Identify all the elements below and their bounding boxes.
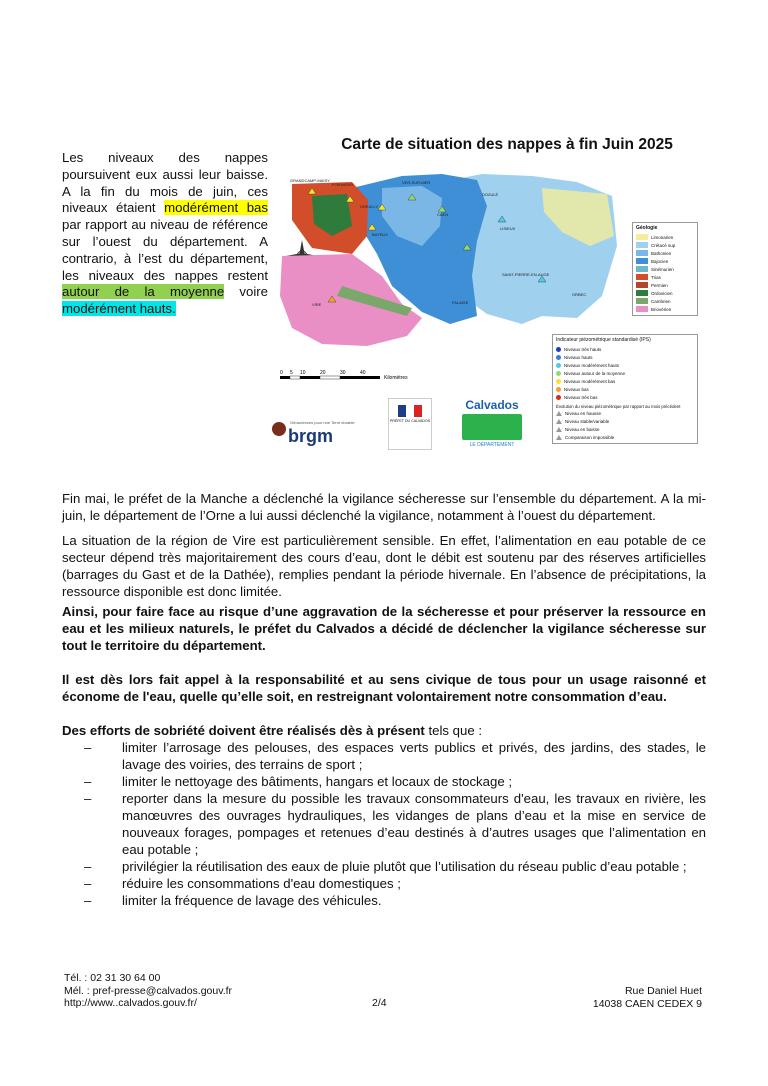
state-logo bbox=[388, 398, 432, 450]
footer-city: 14038 CAEN CEDEX 9 bbox=[592, 997, 702, 1010]
scale-unit: Kilomètres bbox=[384, 375, 408, 381]
state-logo-text: PRÉFET DU CALVADOS bbox=[389, 419, 431, 423]
calvados-wordmark: Calvados bbox=[465, 398, 519, 412]
legend-label: Permien bbox=[651, 282, 668, 288]
legend-label: Trias bbox=[651, 274, 661, 280]
legend-label: Ordovicien bbox=[651, 290, 673, 296]
legend-item bbox=[556, 417, 694, 425]
legend-label: Limonarien bbox=[651, 234, 674, 240]
calvados-emblem-icon bbox=[462, 414, 522, 440]
ips-legend bbox=[552, 334, 698, 444]
place-label: ORBEC bbox=[572, 292, 587, 297]
list-item: – privilégier la réutilisation des eaux de pluie plutôt que l’utilisation du réseau public d’eau potable ; bbox=[92, 858, 706, 875]
legend-symbol-icon bbox=[556, 379, 561, 384]
legend-symbol-icon bbox=[556, 347, 561, 352]
calvados-logo bbox=[458, 398, 526, 450]
legend-swatch bbox=[636, 242, 648, 248]
legend-label: Comparaison impossible bbox=[565, 434, 615, 440]
legend-swatch bbox=[636, 306, 648, 312]
highlight-moderately-high: modérément hauts. bbox=[62, 301, 176, 317]
legend-item bbox=[636, 265, 694, 273]
legend-item bbox=[556, 393, 694, 401]
place-label: GRANDCAMP-MAISY bbox=[290, 178, 330, 183]
place-label: VIRE bbox=[312, 302, 322, 307]
scale-tick-10: 10 bbox=[300, 370, 306, 376]
marianne-icon bbox=[398, 405, 422, 417]
calvados-subtitle: LE DÉPARTEMENT bbox=[469, 442, 515, 448]
legend-label: Niveaux très bas bbox=[564, 394, 598, 400]
legend-item bbox=[636, 273, 694, 281]
legend-label: Niveaux bas bbox=[564, 386, 589, 392]
list-item: – réduire les consommations d'eau domestiques ; bbox=[92, 875, 706, 892]
list-item: – limiter le nettoyage des bâtiments, hangars et locaux de stockage ; bbox=[92, 773, 706, 790]
legend-label: Niveaux modérément hauts bbox=[564, 362, 620, 368]
brgm-tagline: Géosciences pour une Terre durable bbox=[290, 420, 355, 425]
paragraph-vire: La situation de la région de Vire est particulièrement sensible. En effet, l’alimentation en eau potable de ce secteur dépend très majoritairement des cours d’eau, dont le débit est soutenu par des réserves artificielles (barrages du Gast et de la Dathée), remplies pendant la période hivernale. En l’absence de précipitations, la ressource disponible est donc limitée. bbox=[62, 533, 706, 599]
legend-label: Niveau en hausse bbox=[565, 410, 602, 416]
legend-symbol-icon bbox=[556, 363, 561, 368]
legend-label: Niveau stable/variable bbox=[565, 418, 610, 424]
geology-legend-title: Géologie bbox=[636, 225, 658, 231]
legend-symbol-icon bbox=[556, 411, 562, 416]
efforts-rest: tels que : bbox=[424, 723, 482, 738]
paragraph-efforts bbox=[62, 722, 706, 739]
legend-symbol-icon bbox=[556, 427, 562, 432]
scale-bar bbox=[280, 370, 408, 381]
place-label: BAYEUX bbox=[372, 232, 388, 237]
legend-item bbox=[636, 257, 694, 265]
legend-item bbox=[636, 297, 694, 305]
scale-tick-30: 30 bbox=[340, 370, 346, 376]
legend-label: Sinémurien bbox=[651, 266, 674, 272]
legend-label: Briovérien bbox=[651, 306, 672, 312]
list-item: – limiter la fréquence de lavage des véhicules. bbox=[92, 892, 706, 909]
scale-tick-0: 0 bbox=[280, 370, 283, 376]
legend-item bbox=[556, 409, 694, 417]
efforts-bold: Des efforts de sobriété doivent être réalisés dès à présent bbox=[62, 723, 425, 738]
footer-email[interactable]: Mél. : pref-presse@calvados.gouv.fr bbox=[64, 984, 233, 997]
legend-label: Crétacé sup bbox=[651, 242, 676, 248]
legend-swatch bbox=[636, 250, 648, 256]
measures-list bbox=[92, 739, 706, 909]
legend-label: Bajocien bbox=[651, 258, 669, 264]
legend-item bbox=[636, 241, 694, 249]
place-label: VER-SUR-MER bbox=[402, 180, 431, 185]
legend-label: Niveaux hauts bbox=[564, 354, 593, 360]
legend-label: Niveaux très hauts bbox=[564, 346, 602, 352]
intro-text-2: par rapport au niveau de référence sur l’ouest du département. A contrario, à l’est du département, les niveaux des nappes restent bbox=[62, 217, 268, 283]
legend-symbol-icon bbox=[556, 435, 562, 440]
legend-item bbox=[636, 289, 694, 297]
footer-website-link[interactable]: http://www..calvados.gouv.fr/ bbox=[64, 997, 197, 1009]
list-item: – limiter l’arrosage des pelouses, des espaces verts publics et privés, des jardins, des stades, le lavage des voiries, des terrains de sport ; bbox=[92, 739, 706, 773]
legend-item bbox=[556, 433, 694, 441]
evolution-title: Évolution du niveau piézométrique par rapport au mois précédent bbox=[556, 404, 681, 409]
place-label: FALAISE bbox=[452, 300, 469, 305]
brgm-wordmark: brgm bbox=[288, 426, 333, 446]
map-title: Carte de situation des nappes à fin Juin 2025 bbox=[341, 136, 673, 153]
footer-address bbox=[593, 985, 702, 1010]
legend-symbol-icon bbox=[556, 387, 561, 392]
footer-tel: Tél. : 02 31 30 64 00 bbox=[64, 972, 161, 984]
intro-text-3: voire bbox=[224, 284, 268, 300]
intro-text-1: Les niveaux des nappes poursuivent eux aussi leur baisse. A la fin du mois de juin, ces niveaux étaient bbox=[62, 150, 268, 216]
legend-item bbox=[556, 385, 694, 393]
legend-item bbox=[556, 361, 694, 369]
brgm-logo bbox=[272, 418, 372, 458]
legend-swatch bbox=[636, 282, 648, 288]
place-label: FORMIGNY bbox=[332, 182, 354, 187]
legend-item bbox=[636, 249, 694, 257]
legend-swatch bbox=[636, 258, 648, 264]
legend-label: Niveau en baisse bbox=[565, 426, 600, 432]
legend-label: Niveaux autour de la moyenne bbox=[564, 370, 626, 376]
scale-tick-40: 40 bbox=[360, 370, 366, 376]
legend-swatch bbox=[636, 234, 648, 240]
footer-street: Rue Daniel Huet bbox=[624, 985, 702, 997]
place-label: LISIEUX bbox=[500, 226, 516, 231]
legend-item bbox=[636, 281, 694, 289]
brgm-icon bbox=[272, 422, 286, 436]
legend-item bbox=[556, 377, 694, 385]
legend-swatch bbox=[636, 298, 648, 304]
legend-label: Bathonien bbox=[651, 250, 672, 256]
legend-label: Cambrien bbox=[651, 298, 671, 304]
legend-label: Niveaux modérément bas bbox=[564, 378, 616, 384]
legend-item bbox=[636, 233, 694, 241]
body-text bbox=[62, 490, 706, 909]
groundwater-map bbox=[272, 136, 712, 484]
legend-symbol-icon bbox=[556, 419, 562, 424]
intro-paragraph bbox=[62, 150, 268, 318]
footer-contact bbox=[64, 972, 232, 1010]
legend-swatch bbox=[636, 274, 648, 280]
paragraph-vigilance-decision: Ainsi, pour faire face au risque d’une aggravation de la sécheresse et pour préserver la ressource en eau et les milieux naturels, le préfet du Calvados a décidé de déclencher la vigilance sécheresse sur tout le territoire du département. bbox=[62, 604, 706, 653]
legend-item bbox=[556, 369, 694, 377]
legend-item bbox=[556, 425, 694, 433]
legend-swatch bbox=[636, 290, 648, 296]
legend-symbol-icon bbox=[556, 371, 561, 376]
geology-legend bbox=[632, 222, 698, 316]
ips-legend-title: Indicateur piézométrique standardisé (IPS) bbox=[556, 337, 651, 343]
scale-tick-5: 5 bbox=[290, 370, 293, 376]
place-label: DOZULÉ bbox=[482, 192, 499, 197]
scale-tick-20: 20 bbox=[320, 370, 326, 376]
legend-item bbox=[556, 345, 694, 353]
page-number: 2/4 bbox=[372, 997, 387, 1009]
place-label: CREULLY bbox=[360, 204, 379, 209]
legend-swatch bbox=[636, 266, 648, 272]
place-label: CAEN bbox=[437, 212, 449, 217]
list-item: – reporter dans la mesure du possible les travaux consommateurs d'eau, les travaux en rivière, les manœuvres des ouvrages hydrauliques, les vidanges de plans d’eau et la mise en service de nouveaux forages, pompages et retenues d’eau destinés à d’autres usages que l’alimentation en eau potable ; bbox=[92, 790, 706, 858]
place-label: SAINT-PIERRE-EN-AUGE bbox=[502, 272, 550, 277]
legend-item bbox=[556, 353, 694, 361]
highlight-moderately-low: modérément bas bbox=[164, 200, 268, 216]
highlight-around-average: autour de la moyenne bbox=[62, 284, 225, 300]
legend-item bbox=[636, 305, 694, 313]
paragraph-manche-orne: Fin mai, le préfet de la Manche a déclenché la vigilance sécheresse sur l’ensemble du département. A la mi-juin, le département de l’Orne a lui aussi déclenché la vigilance, notamment à l’ouest du département. bbox=[62, 491, 706, 523]
legend-symbol-icon bbox=[556, 395, 561, 400]
paragraph-civic-appeal: Il est dès lors fait appel à la responsabilité et au sens civique de tous pour un usage raisonné et économe de l'eau, quelle qu’elle soit, en restreignant volontairement notre consommation d’eau. bbox=[62, 672, 706, 704]
legend-symbol-icon bbox=[556, 355, 561, 360]
